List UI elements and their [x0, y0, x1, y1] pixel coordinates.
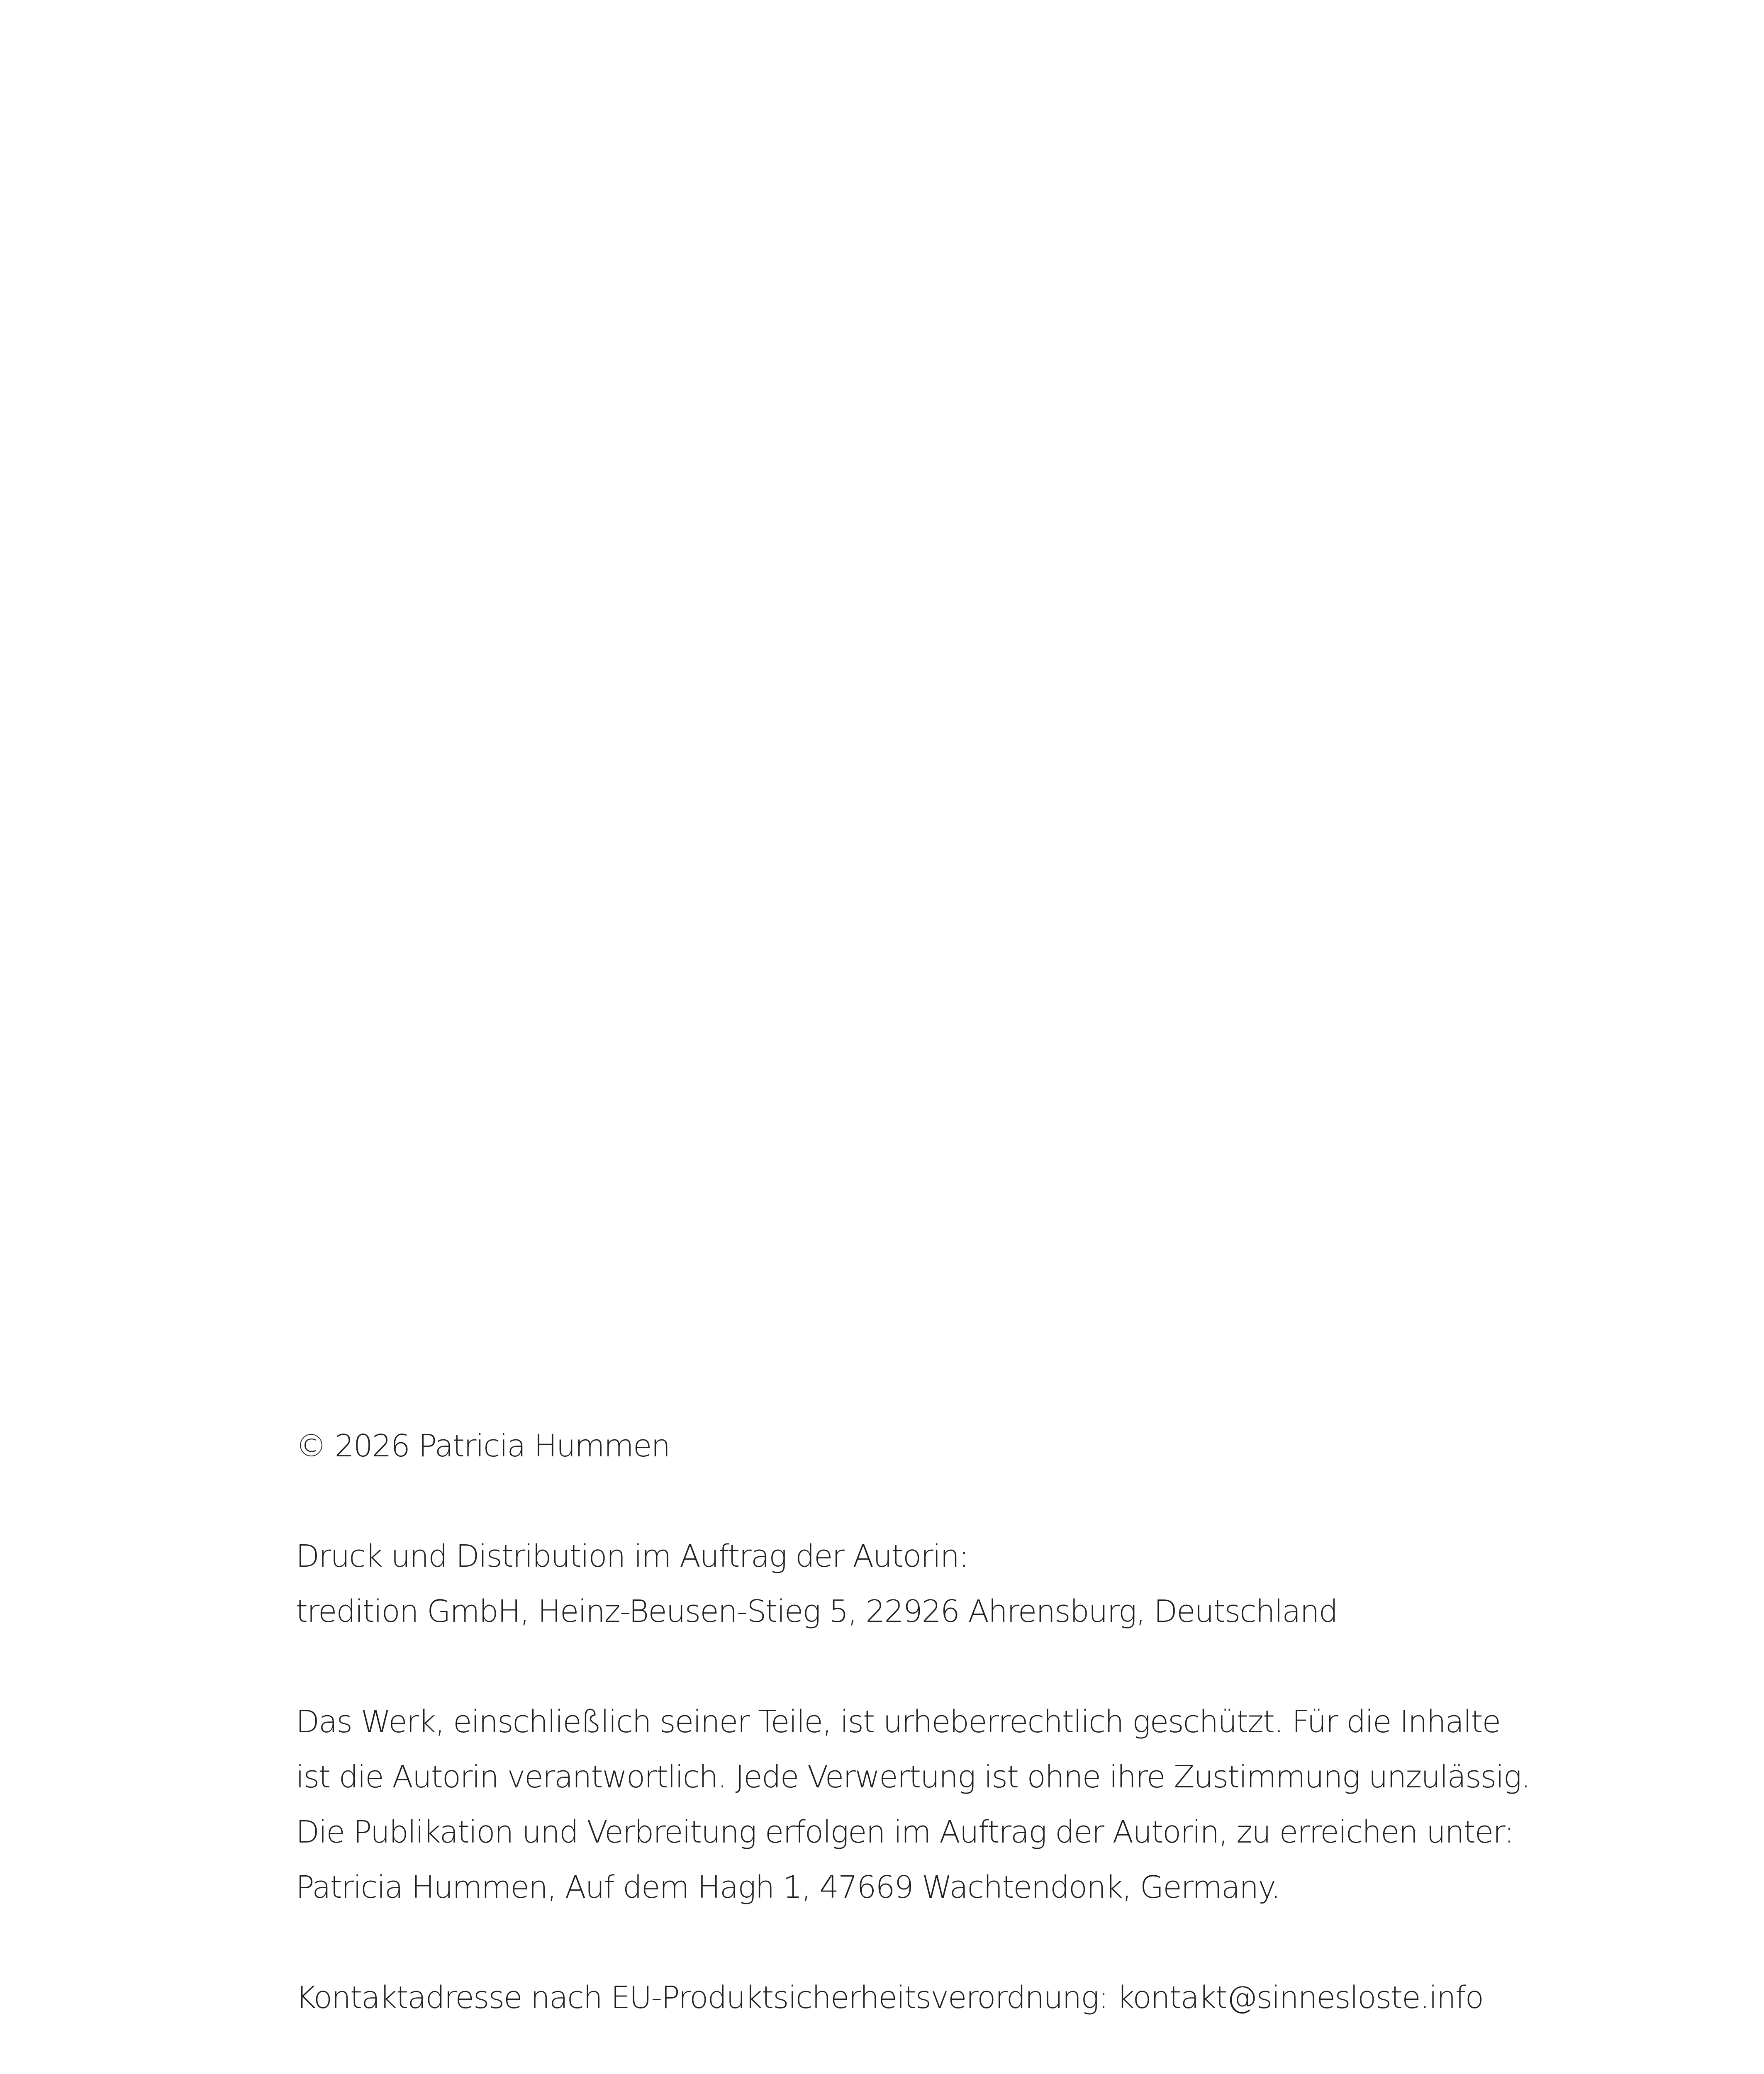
paragraph-gap [296, 1474, 1623, 1529]
rights-line-3: Die Publikation und Verbreitung erfolgen im Auftrag der Autorin, zu erreichen unter: [296, 1814, 1514, 1850]
rights-line-2: ist die Autorin verantwortlich. Jede Verwertung ist ohne ihre Zustimmung unzulässig. [296, 1759, 1530, 1795]
imprint-block [296, 1419, 1623, 2025]
contact-line: Kontaktadresse nach EU-Produktsicherheitsverordnung: kontakt@sinnesloste.info [296, 1980, 1483, 2016]
paragraph-gap [296, 1915, 1623, 1970]
rights-line-1: Das Werk, einschließlich seiner Teile, ist urheberrechtlich geschützt. Für die Inhalte [296, 1704, 1501, 1740]
print-distribution-line-1: Druck und Distribution im Auftrag der Autorin: [296, 1538, 969, 1574]
print-distribution-line-2: tredition GmbH, Heinz-Beusen-Stieg 5, 22926 Ahrensburg, Deutschland [296, 1594, 1338, 1629]
paragraph-gap [296, 1639, 1623, 1694]
copyright-line: © 2026 Patricia Hummen [296, 1428, 670, 1464]
rights-line-4: Patricia Hummen, Auf dem Hagh 1, 47669 Wachtendonk, Germany. [296, 1870, 1280, 1905]
